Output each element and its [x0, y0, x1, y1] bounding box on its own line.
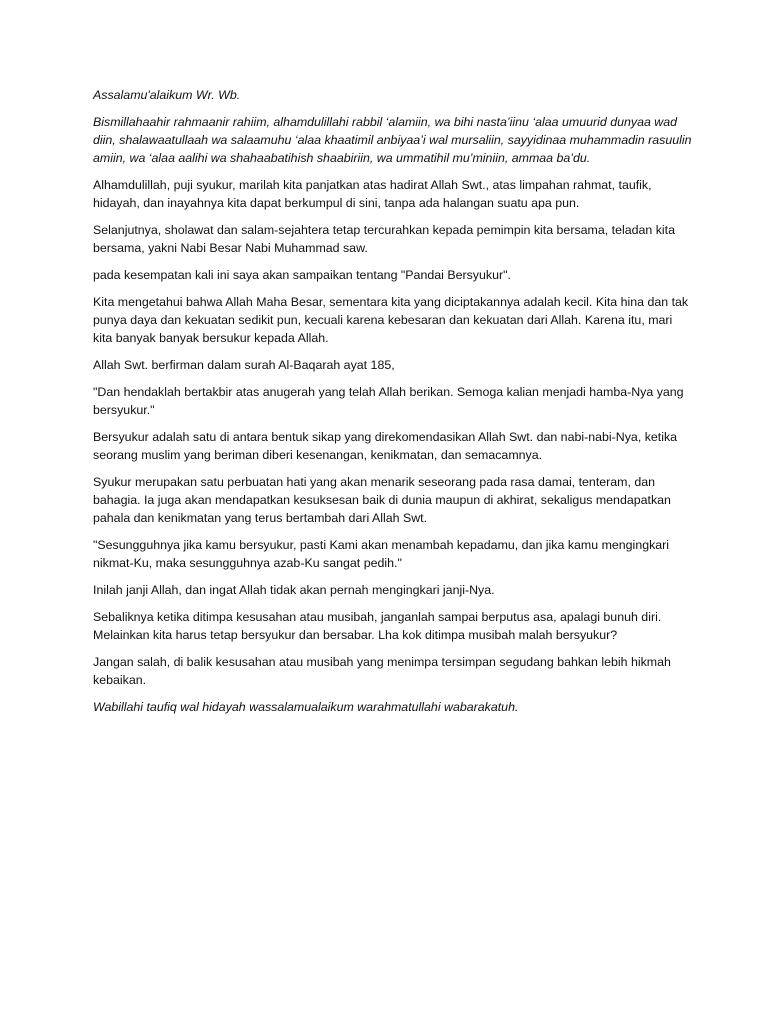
paragraph-greeting: Assalamu'alaikum Wr. Wb. [93, 88, 241, 102]
paragraph-gratitude: Alhamdulillah, puji syukur, marilah kita panjatkan atas hadirat Allah Swt., atas limpahan rahmat, taufik, hidayah, dan inayahnya kita dapat berkumpul di sini, tanpa ada halangan suatu apa pun. [93, 178, 652, 210]
paragraph-sholawat: Selanjutnya, sholawat dan salam-sejahtera tetap tercurahkan kepada pemimpin kita bersama, teladan kita bersama, yakni Nabi Besar Nabi Muhammad saw. [93, 223, 676, 255]
paragraph-opening-prayer: Bismillahaahir rahmaanir rahiim, alhamdulillahi rabbil ‘alamiin, wa bihi nasta’iinu ‘alaa umuurid dunyaa wad diin, shalawaatullaah wa salaamuhu ‘alaa khaatimil anbiyaa’i wal mursaliin, sayyidinaa muhammadin rasuulin amiin, wa ‘alaa aalihi wa shahaabatihish shaabiriin, wa ummatihil mu’miniin, ammaa ba’du. [93, 115, 692, 165]
document-page [93, 86, 693, 725]
paragraph-hikmah: Jangan salah, di balik kesusahan atau musibah yang menimpa tersimpan segudang bahkan lebih hikmah kebaikan. [93, 655, 671, 687]
paragraph-surah-reference: Allah Swt. berfirman dalam surah Al-Baqarah ayat 185, [93, 358, 395, 372]
paragraph-quote-sesungguhnya: "Sesungguhnya jika kamu bersyukur, pasti Kami akan menambah kepadamu, dan jika kamu mengingkari nikmat-Ku, maka sesungguhnya azab-Ku sangat pedih." [93, 538, 670, 570]
paragraph-closing: Wabillahi taufiq wal hidayah wassalamualaikum warahmatullahi wabarakatuh. [93, 700, 519, 714]
paragraph-topic: pada kesempatan kali ini saya akan sampaikan tentang "Pandai Bersyukur". [93, 268, 511, 282]
paragraph-janji-allah: Inilah janji Allah, dan ingat Allah tidak akan pernah mengingkari janji-Nya. [93, 583, 495, 597]
paragraph-bersyukur-definition: Bersyukur adalah satu di antara bentuk sikap yang direkomendasikan Allah Swt. dan nabi-nabi-Nya, ketika seorang muslim yang beriman diberi kesenangan, kenikmatan, dan semacamnya. [93, 430, 678, 462]
paragraph-musibah: Sebaliknya ketika ditimpa kesusahan atau musibah, janganlah sampai berputus asa, apalagi bunuh diri. Melainkan kita harus tetap bersyukur dan bersabar. Lha kok ditimpa musibah malah bersyukur? [93, 610, 662, 642]
paragraph-allah-maha-besar: Kita mengetahui bahwa Allah Maha Besar, sementara kita yang diciptakannya adalah kecil. Kita hina dan tak punya daya dan kekuatan sedikit pun, kecuali karena kebesaran dan kekuatan dari Allah. Karena itu, mari kita banyak banyak bersukur kepada Allah. [93, 295, 689, 345]
paragraph-syukur-benefits: Syukur merupakan satu perbuatan hati yang akan menarik seseorang pada rasa damai, tenteram, dan bahagia. Ia juga akan mendapatkan kesuksesan baik di dunia maupun di akhirat, sekaligus mendapatkan pahala dan kenikmatan yang terus bertambah dari Allah Swt. [93, 475, 671, 525]
paragraph-quote-takbir: "Dan hendaklah bertakbir atas anugerah yang telah Allah berikan. Semoga kalian menjadi hamba-Nya yang bersyukur." [93, 385, 684, 417]
